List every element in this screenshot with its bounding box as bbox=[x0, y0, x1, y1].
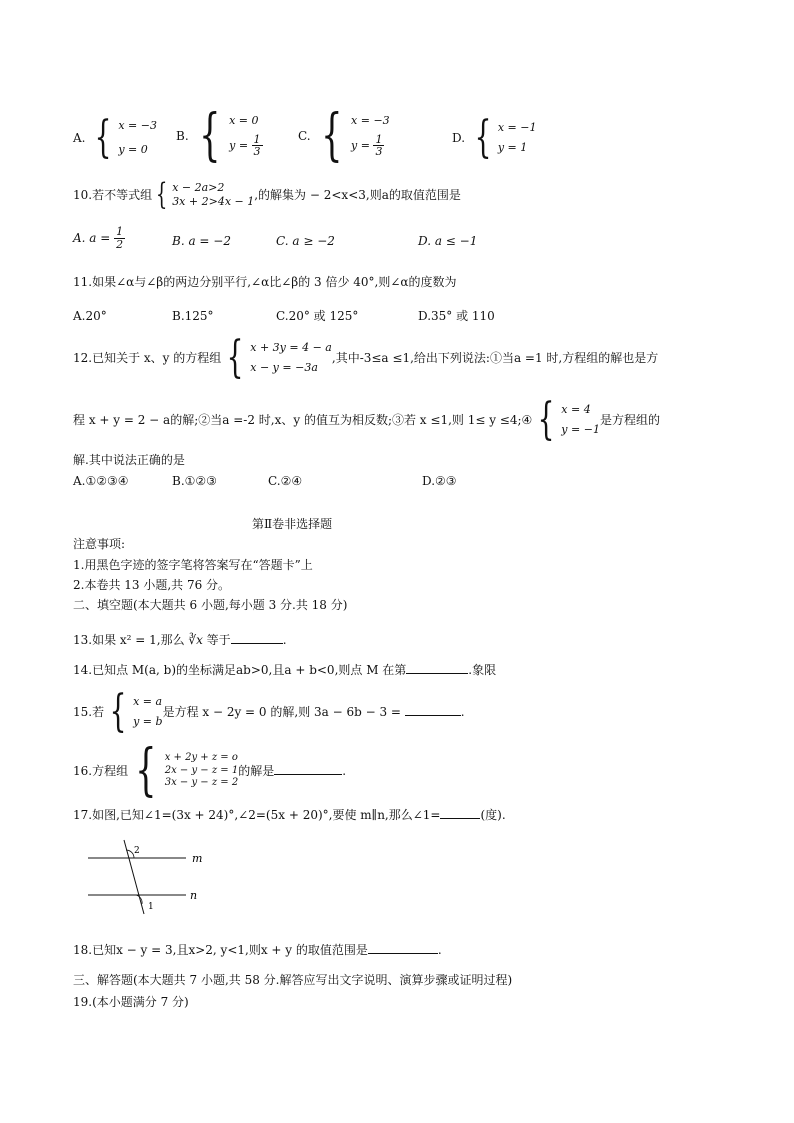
fraction bbox=[373, 134, 384, 158]
q16-stem: 的解是 bbox=[238, 763, 275, 778]
q10-tail: ,的解集为 − 2<x<3,则a的取值范围是 bbox=[254, 187, 461, 202]
answer-blank[interactable] bbox=[406, 662, 468, 674]
fraction bbox=[252, 134, 263, 158]
q12-line-2 bbox=[73, 394, 660, 445]
denominator: 3 bbox=[253, 145, 261, 159]
option-label: A. bbox=[73, 130, 86, 145]
q10-option-b: B. a = −2 bbox=[172, 234, 231, 248]
q10-lead: 10.若不等式组 bbox=[73, 187, 153, 202]
q11-option-a: A.20° bbox=[73, 309, 107, 323]
brace: { bbox=[474, 112, 492, 163]
eq-line: x = −3 bbox=[118, 119, 157, 133]
parallel-lines-figure bbox=[86, 838, 216, 918]
question-16 bbox=[73, 738, 347, 803]
eq-line: y = 1 bbox=[497, 141, 528, 154]
numerator: 1 bbox=[375, 132, 383, 146]
eq-line: y = −1 bbox=[561, 423, 600, 436]
question-13 bbox=[73, 632, 287, 647]
q16-end: . bbox=[342, 763, 347, 778]
brace: { bbox=[94, 112, 112, 163]
q12-line-3: 解.其中说法正确的是 bbox=[73, 453, 185, 467]
eq-line: x = 0 bbox=[229, 114, 259, 128]
eq-line: y = 0 bbox=[118, 143, 148, 156]
question-10 bbox=[73, 177, 461, 212]
denominator: 3 bbox=[375, 145, 383, 159]
line-m-label: m bbox=[192, 852, 203, 865]
q15-lead: 15.若 bbox=[73, 704, 105, 719]
q13-stem-tail: 等于 bbox=[202, 633, 231, 647]
brace: { bbox=[537, 394, 555, 445]
notice-item-1: 1.用黑色字迹的签字笔将答案写在“答题卡”上 bbox=[73, 558, 313, 572]
cube-root: ∛x bbox=[188, 633, 203, 647]
answer-blank[interactable] bbox=[405, 704, 461, 716]
answer-blank[interactable] bbox=[231, 632, 283, 644]
brace: { bbox=[135, 738, 157, 803]
q18-end: . bbox=[437, 943, 442, 957]
question-12 bbox=[73, 332, 659, 383]
eq-lhs: y = bbox=[351, 138, 374, 152]
q12-option-d: D.②③ bbox=[422, 474, 457, 488]
section-solve-heading: 三、解答题(本大题共 7 小题,共 58 分.解答应写出文字说明、演算步骤或证明过程) bbox=[73, 973, 513, 987]
eq-line: x + 3y = 4 − a bbox=[250, 341, 332, 355]
q10-option-c: C. a ≥ −2 bbox=[276, 234, 335, 248]
brace: { bbox=[321, 103, 343, 168]
part-2-title: 第Ⅱ卷非选择题 bbox=[252, 517, 333, 531]
eq-line: x − y = −3a bbox=[250, 361, 318, 374]
eq-line bbox=[351, 134, 390, 158]
brace: { bbox=[199, 103, 221, 168]
q12-option-a: A.①②③④ bbox=[73, 474, 129, 488]
denominator: 2 bbox=[116, 237, 124, 251]
eq-lhs: y = bbox=[229, 138, 252, 152]
brace: { bbox=[109, 686, 127, 737]
numerator: 1 bbox=[116, 225, 124, 238]
q11-option-b: B.125° bbox=[172, 309, 214, 323]
eq-line: x + 2y + z = o bbox=[164, 752, 238, 764]
q12-lead: 12.已知关于 x、y 的方程组 bbox=[73, 350, 222, 365]
q14-stem: 14.已知点 M(a, b)的坐标满足ab>0,且a + b<0,则点 M 在第 bbox=[73, 663, 407, 677]
section-fill-blank-heading: 二、填空题(本大题共 6 小题,每小题 3 分.共 18 分) bbox=[73, 598, 348, 612]
eq-line: x = a bbox=[133, 695, 163, 709]
answer-blank[interactable] bbox=[274, 763, 342, 775]
q10-option-a bbox=[73, 226, 125, 250]
q12-option-c: C.②④ bbox=[268, 474, 303, 488]
question-18 bbox=[73, 942, 442, 957]
q13-end: . bbox=[282, 633, 287, 647]
q10-option-d: D. a ≤ −1 bbox=[418, 234, 478, 248]
q15-end: . bbox=[460, 704, 465, 719]
q12-line2-lead: 程 x + y = 2 − a的解;②当a =-2 时,x、y 的值互为相反数;③若 x ≤1,则 1≤ y ≤4;④ bbox=[73, 412, 533, 427]
line-n-label: n bbox=[190, 889, 198, 902]
answer-blank[interactable] bbox=[440, 807, 480, 819]
q12-option-b: B.①②③ bbox=[172, 474, 217, 488]
ineq-line: x − 2a>2 bbox=[172, 181, 225, 195]
question-15 bbox=[73, 686, 465, 737]
q17-end: (度). bbox=[480, 808, 506, 822]
q11-option-d: D.35° 或 110 bbox=[418, 309, 495, 323]
question-19: 19.(本小题满分 7 分) bbox=[73, 995, 189, 1009]
q17-stem: 17.如图,已知∠1=(3x + 24)°,∠2=(5x + 20)°,要使 m∥n,那么∠1= bbox=[73, 808, 441, 822]
eq-line: 2x − y − z = 1 bbox=[164, 764, 239, 776]
option-label: D. bbox=[452, 130, 466, 145]
notice-item-2: 2.本卷共 13 小题,共 76 分。 bbox=[73, 578, 231, 592]
q12-line2-tail: 是方程组的 bbox=[599, 412, 660, 427]
q15-stem: 是方程 x − 2y = 0 的解,则 3a − 6b − 3 = bbox=[162, 704, 405, 719]
eq-line bbox=[229, 134, 262, 158]
eq-line: x = −3 bbox=[351, 114, 390, 128]
q12-tail: ,其中-3≤a ≤1,给出下列说法:①当a =1 时,方程组的解也是方 bbox=[331, 350, 659, 365]
ineq-line: 3x + 2>4x − 1 bbox=[172, 195, 255, 208]
q16-lead: 16.方程组 bbox=[73, 763, 129, 778]
q9-option-b bbox=[176, 103, 263, 168]
angle-1-label: 1 bbox=[148, 902, 154, 912]
q9-option-d bbox=[452, 112, 537, 163]
angle-2-label: 2 bbox=[134, 846, 140, 856]
notice-heading: 注意事项: bbox=[73, 537, 126, 551]
question-17 bbox=[73, 807, 506, 822]
option-label: B. bbox=[176, 128, 189, 143]
eq-line: y = b bbox=[133, 715, 163, 728]
answer-blank[interactable] bbox=[368, 942, 438, 954]
question-14 bbox=[73, 662, 496, 677]
q18-stem: 18.已知x − y = 3,且x>2, y<1,则x + y 的取值范围是 bbox=[73, 943, 368, 957]
eq-line: x = 4 bbox=[561, 403, 591, 417]
numerator: 1 bbox=[253, 132, 261, 146]
question-11: 11.如果∠α与∠β的两边分别平行,∠α比∠β的 3 倍少 40°,则∠α的度数为 bbox=[73, 275, 457, 289]
fraction bbox=[114, 226, 125, 250]
q9-option-a bbox=[73, 112, 157, 163]
eq-line: x = −1 bbox=[497, 121, 537, 135]
eq-line: 3x − y − z = 2 bbox=[164, 777, 239, 789]
q13-stem: 13.如果 x² = 1,那么 bbox=[73, 633, 189, 647]
q14-end: .象限 bbox=[468, 663, 497, 677]
option-label: C. bbox=[298, 128, 311, 143]
q9-option-c bbox=[298, 103, 390, 168]
brace: { bbox=[226, 332, 244, 383]
option-label: A. a = bbox=[73, 230, 115, 245]
brace: { bbox=[155, 177, 168, 212]
q11-option-c: C.20° 或 125° bbox=[276, 309, 359, 323]
